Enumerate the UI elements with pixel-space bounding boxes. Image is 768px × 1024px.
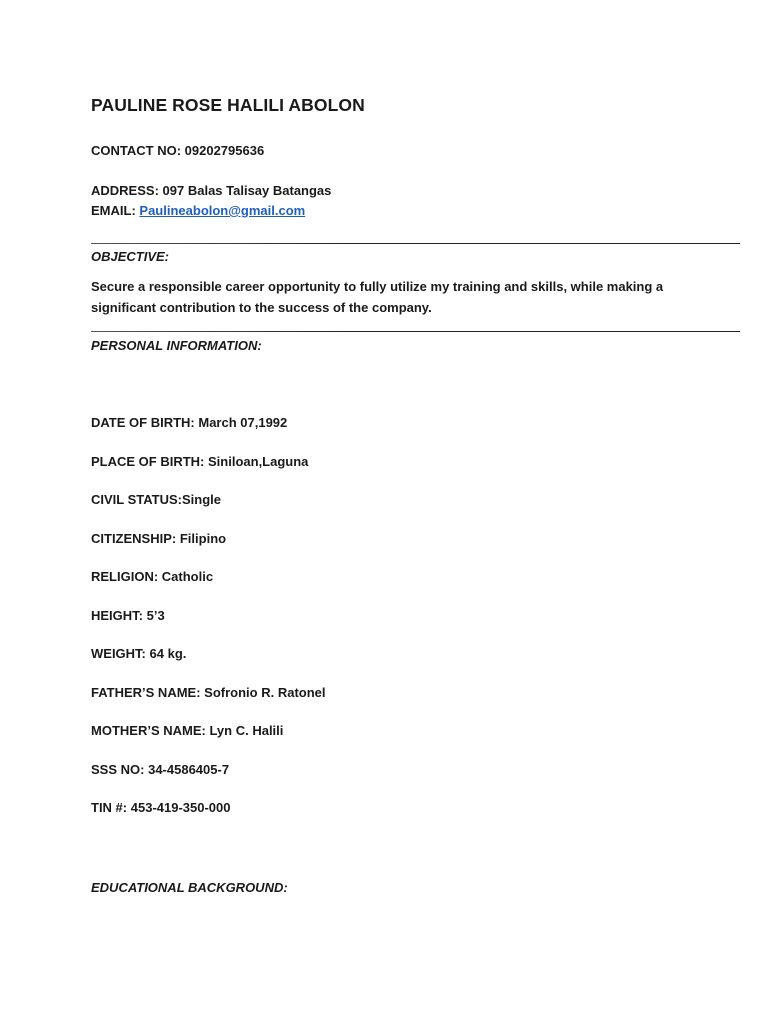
personal-info-item: [91, 492, 221, 507]
item-value: Filipino: [179, 531, 227, 546]
item-value: Siniloan,Laguna: [208, 454, 309, 469]
applicant-name: PAULINE ROSE HALILI ABOLON: [91, 95, 365, 115]
address-line: [91, 183, 331, 198]
item-value: 453-419-350-000: [130, 800, 231, 815]
email-label: EMAIL:: [91, 203, 136, 218]
personal-info-item: [91, 454, 308, 469]
email-link[interactable]: Paulineabolon@gmail.com: [139, 203, 306, 218]
address-value: 097 Balas Talisay Batangas: [162, 183, 332, 198]
item-value: 34-4586405-7: [148, 762, 230, 777]
item-label: RELIGION:: [91, 569, 159, 584]
item-label: SSS NO:: [91, 762, 145, 777]
personal-info-item: [91, 723, 283, 738]
address-label: ADDRESS:: [91, 183, 159, 198]
item-label: PLACE OF BIRTH:: [91, 454, 205, 469]
item-label: TIN #:: [91, 800, 128, 815]
item-label: CIVIL STATUS:: [91, 492, 182, 507]
item-label: HEIGHT:: [91, 608, 143, 623]
item-label: MOTHER’S NAME:: [91, 723, 206, 738]
item-value: 5’3: [146, 608, 165, 623]
education-heading: EDUCATIONAL BACKGROUND:: [91, 880, 288, 895]
personal-info-item: [91, 685, 326, 700]
item-label: WEIGHT:: [91, 646, 146, 661]
divider-top: [91, 243, 740, 244]
personal-info-item: [91, 646, 186, 661]
item-value: Catholic: [161, 569, 214, 584]
item-value: March 07,1992: [198, 415, 288, 430]
personal-info-item: [91, 800, 231, 815]
item-value: Lyn C. Halili: [209, 723, 284, 738]
item-value: 64 kg.: [149, 646, 187, 661]
contact-value: 09202795636: [184, 143, 265, 158]
divider-middle: [91, 331, 740, 332]
contact-line: [91, 143, 264, 158]
personal-info-item: [91, 531, 226, 546]
personal-info-item: [91, 608, 165, 623]
personal-info-item: [91, 415, 287, 430]
item-label: CITIZENSHIP:: [91, 531, 177, 546]
item-label: DATE OF BIRTH:: [91, 415, 195, 430]
personal-info-item: [91, 569, 213, 584]
contact-label: CONTACT NO:: [91, 143, 182, 158]
personal-info-heading: PERSONAL INFORMATION:: [91, 338, 262, 353]
item-value: Single: [182, 492, 222, 507]
email-line: [91, 203, 305, 218]
personal-info-item: [91, 762, 229, 777]
objective-text: Secure a responsible career opportunity to fully utilize my training and skills, while making a significant contribution to the success of the company.: [91, 279, 664, 315]
objective-heading: OBJECTIVE:: [91, 249, 170, 264]
item-value: Sofronio R. Ratonel: [204, 685, 326, 700]
item-label: FATHER’S NAME:: [91, 685, 201, 700]
